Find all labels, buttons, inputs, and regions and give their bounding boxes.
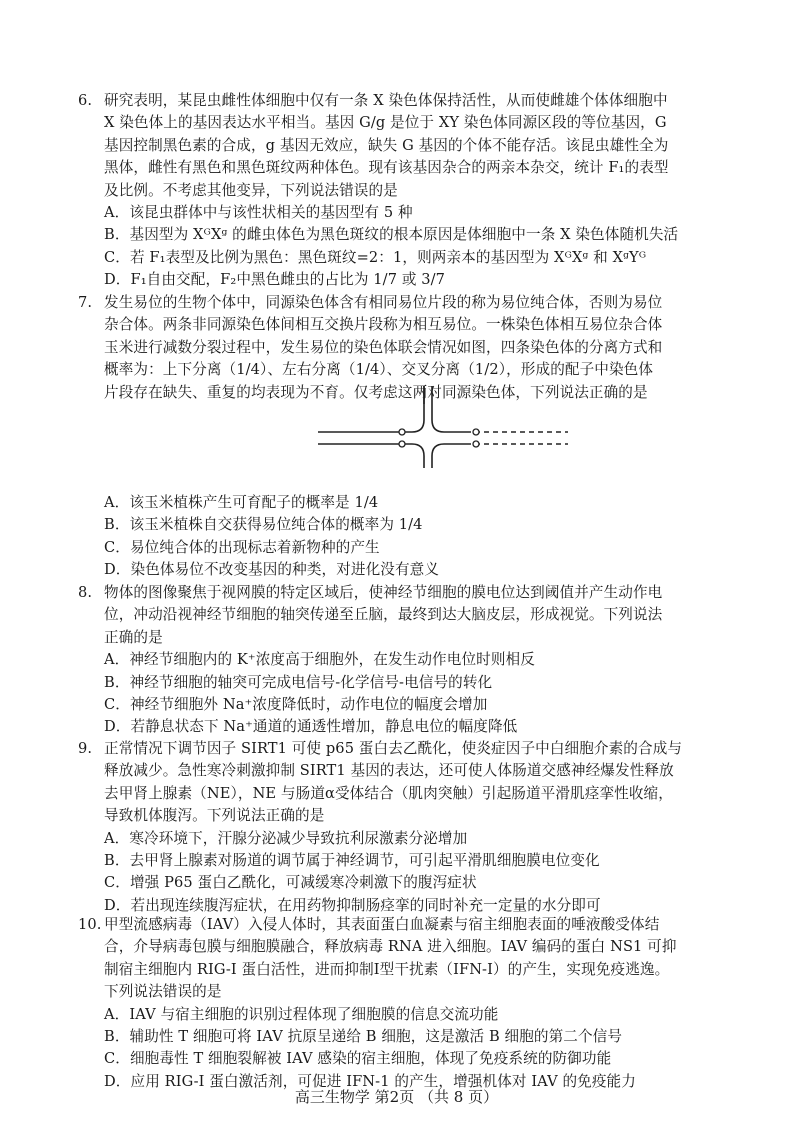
stem-line: X 染色体上的基因表达水平相当。基因 G/g 是位于 XY 染色体同源区段的等位基因，G	[104, 114, 667, 132]
question-number: 8.	[78, 584, 93, 601]
centromere	[399, 429, 405, 435]
centromere	[473, 441, 479, 447]
stem-line: 去甲肾上腺素（NE），NE 与肠道α受体结合（肌肉突触）引起肠道平滑肌痉挛性收缩，	[104, 784, 673, 802]
stem-line: 基因控制黑色素的合成，g 基因无效应，缺失 G 基因的个体不能存活。该昆虫雄性全为	[104, 136, 669, 154]
option-c: C．若 F₁表型及比例为黑色：黑色斑纹=2：1，则两亲本的基因型为 XᴳXᵍ 和 XᵍYᴳ	[104, 248, 647, 266]
question-number: 9.	[78, 740, 93, 757]
stem-line: 片段存在缺失、重复的均表现为不育。仅考虑这两对同源染色体，下列说法正确的是	[104, 383, 648, 401]
option-c: C．增强 P65 蛋白乙酰化，可减缓寒冷刺激下的腹泻症状	[104, 874, 477, 892]
question-6	[78, 90, 724, 292]
stem-line: 正常情况下调节因子 SIRT1 可使 p65 蛋白去乙酰化，使炎症因子中白细胞介素的合成与	[104, 740, 683, 757]
option-b: B．该玉米植株自交获得易位纯合体的概率为 1/4	[104, 516, 423, 534]
stem-line: 杂合体。两条非同源染色体间相互交换片段称为相互易位。一株染色体相互易位杂合体	[104, 316, 663, 334]
option-c: C．易位纯合体的出现标志着新物种的产生	[104, 538, 380, 556]
option-c: C．神经节细胞外 Na⁺浓度降低时，动作电位的幅度会增加	[104, 696, 488, 714]
chromosome-line	[432, 444, 466, 468]
stem-line: 及比例。不考虑其他变异，下列说法错误的是	[104, 181, 398, 199]
question-10	[78, 914, 724, 1093]
question-stem	[104, 582, 724, 649]
option-b: B．神经节细胞的轴突可完成电信号-化学信号-电信号的转化	[104, 673, 493, 691]
question-9	[78, 738, 724, 917]
option-c: C．细胞毒性 T 细胞裂解被 IAV 感染的宿主细胞，体现了免疫系统的防御功能	[104, 1050, 612, 1068]
centromere	[473, 429, 479, 435]
option-a: A．该昆虫群体中与该性状相关的基因型有 5 种	[104, 204, 413, 222]
stem-line: 合，介导病毒包膜与细胞膜融合，释放病毒 RNA 进入细胞。IAV 编码的蛋白 NS1 可抑	[104, 938, 677, 956]
stem-line: 概率为：上下分离（1/4）、左右分离（1/4）、交叉分离（1/2），形成的配子中染色体	[104, 361, 654, 379]
option-d: D．若静息状态下 Na⁺通道的通透性增加，静息电位的幅度降低	[104, 718, 518, 736]
question-7-options	[104, 492, 724, 582]
option-a: A．IAV 与宿主细胞的识别过程体现了细胞膜的信息交流功能	[104, 1005, 499, 1023]
question-stem	[104, 738, 724, 828]
page-footer: 高三生物学 第2页 （共 8 页）	[294, 1088, 499, 1106]
option-b: B．基因型为 XᴳXᵍ 的雌虫体色为黑色斑纹的根本原因是体细胞中一条 X 染色体随机失活	[104, 226, 679, 244]
option-d: D．染色体易位不改变基因的种类，对进化没有意义	[104, 561, 440, 579]
chromosome-translocation-pairing-diagram	[312, 384, 572, 468]
stem-line: 黑体，雌性有黑色和黑色斑纹两种体色。现有该基因杂合的两亲本杂交，统计 F₁的表型	[104, 159, 669, 177]
question-stem	[104, 914, 724, 1004]
option-d: D．F₁自由交配，F₂中黑色雌虫的占比为 1/7 或 3/7	[104, 271, 446, 289]
stem-line: 位，冲动沿视神经节细胞的轴突传递至丘脑，最终到达大脑皮层，形成视觉。下列说法	[104, 606, 663, 624]
option-d: D．应用 RIG-I 蛋白激活剂，可促进 IFN-1 的产生，增强机体对 IAV 的免疫能力	[104, 1072, 636, 1090]
question-8	[78, 582, 724, 739]
chromosome-line	[432, 386, 466, 432]
stem-line: 下列说法错误的是	[104, 983, 222, 1001]
centromere	[399, 441, 405, 447]
option-a: A．寒冷环境下，汗腺分泌减少导致抗利尿激素分泌增加	[104, 829, 468, 847]
stem-line: 释放减少。急性寒冷刺激抑制 SIRT1 基因的表达，还可使人体肠道交感神经爆发性释放	[104, 762, 674, 780]
stem-line: 物体的图像聚焦于视网膜的特定区域后，使神经节细胞的膜电位达到阈值并产生动作电	[104, 584, 663, 601]
chromosome-line	[318, 444, 424, 468]
stem-line: 甲型流感病毒（IAV）入侵人体时，其表面蛋白血凝素与宿主细胞表面的唾液酸受体结	[104, 916, 660, 933]
question-stem	[104, 90, 724, 202]
option-b: B．去甲肾上腺素对肠道的调节属于神经调节，可引起平滑肌细胞膜电位变化	[104, 852, 600, 870]
option-a: A．神经节细胞内的 K⁺浓度高于细胞外，在发生动作电位时则相反	[104, 651, 535, 669]
stem-line: 研究表明，某昆虫雌性体细胞中仅有一条 X 染色体保持活性，从而使雌雄个体体细胞中	[104, 92, 668, 109]
stem-line: 发生易位的生物个体中，同源染色体含有相同易位片段的称为易位纯合体，否则为易位	[104, 294, 663, 311]
question-number: 10.	[78, 916, 102, 933]
option-d: D．若出现连续腹泻症状，在用药物抑制肠痉挛的同时补充一定量的水分即可	[104, 896, 601, 914]
stem-line: 正确的是	[104, 628, 163, 646]
stem-line: 导致机体腹泻。下列说法正确的是	[104, 807, 325, 825]
option-b: B．辅助性 T 细胞可将 IAV 抗原呈递给 B 细胞，这是激活 B 细胞的第二个信号	[104, 1028, 623, 1046]
stem-line: 玉米进行减数分裂过程中，发生易位的染色体联会情况如图，四条染色体的分离方式和	[104, 338, 663, 356]
question-number: 6.	[78, 92, 93, 109]
option-a: A．该玉米植株产生可育配子的概率是 1/4	[104, 494, 379, 511]
question-number: 7.	[78, 294, 93, 311]
stem-line: 制宿主细胞内 RIG-I 蛋白活性，进而抑制Ⅰ型干扰素（IFN-I）的产生，实现免疫逃逸。	[104, 960, 670, 978]
chromosome-line	[318, 386, 424, 432]
